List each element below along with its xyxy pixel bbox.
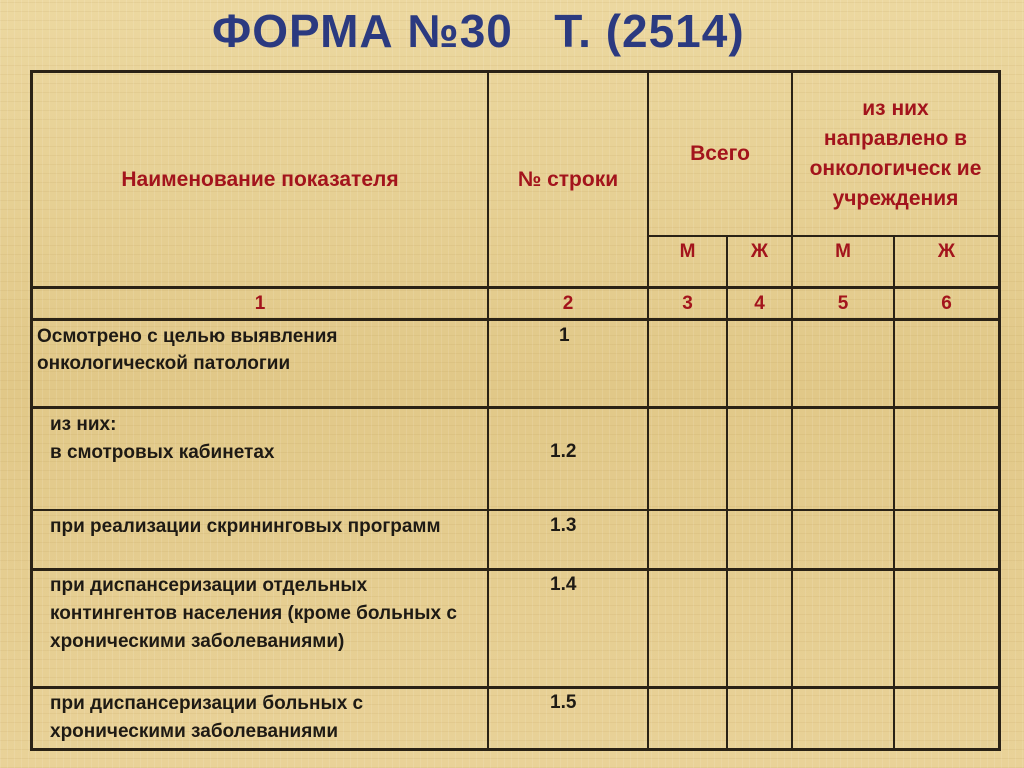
column-number-2: 2	[562, 292, 574, 314]
table-row-number: 1.3	[550, 515, 577, 536]
column-number-4: 4	[754, 292, 765, 314]
header-total: Всего	[690, 142, 750, 165]
table-row-label: при реализации скрининговых программ	[50, 516, 441, 537]
table-row-label: при диспансеризации отдельных контингентов населения (кроме больных с хроническими заболеваниями)	[50, 575, 457, 652]
column-number-1: 1	[254, 292, 266, 314]
column-number-5: 5	[837, 292, 849, 314]
table-row-number: 1.5	[550, 692, 577, 713]
header-m-referred: М	[835, 241, 851, 262]
header-referred: из них направлено в онкологическ ие учреждения	[809, 97, 982, 210]
column-number-3: 3	[682, 292, 693, 314]
column-number-6: 6	[941, 292, 952, 314]
table-row-label: при диспансеризации больных с хроническими заболеваниями	[50, 693, 364, 742]
header-m-total: М	[679, 241, 696, 262]
header-zh-referred: Ж	[937, 241, 956, 262]
header-row-number: № строки	[517, 167, 619, 191]
header-name: Наименование показателя	[121, 167, 399, 191]
table-row-number: 1.2	[550, 441, 577, 462]
table-row-label: из них: в смотровых кабинетах	[50, 414, 275, 463]
page-title: ФОРМА №30 Т. (2514)	[212, 5, 745, 57]
table-row-number: 1.4	[550, 574, 577, 595]
header-zh-total: Ж	[750, 241, 769, 262]
table-row-label: Осмотрено с целью выявления онкологической патологии	[37, 326, 338, 374]
table-row-number: 1	[559, 325, 570, 346]
